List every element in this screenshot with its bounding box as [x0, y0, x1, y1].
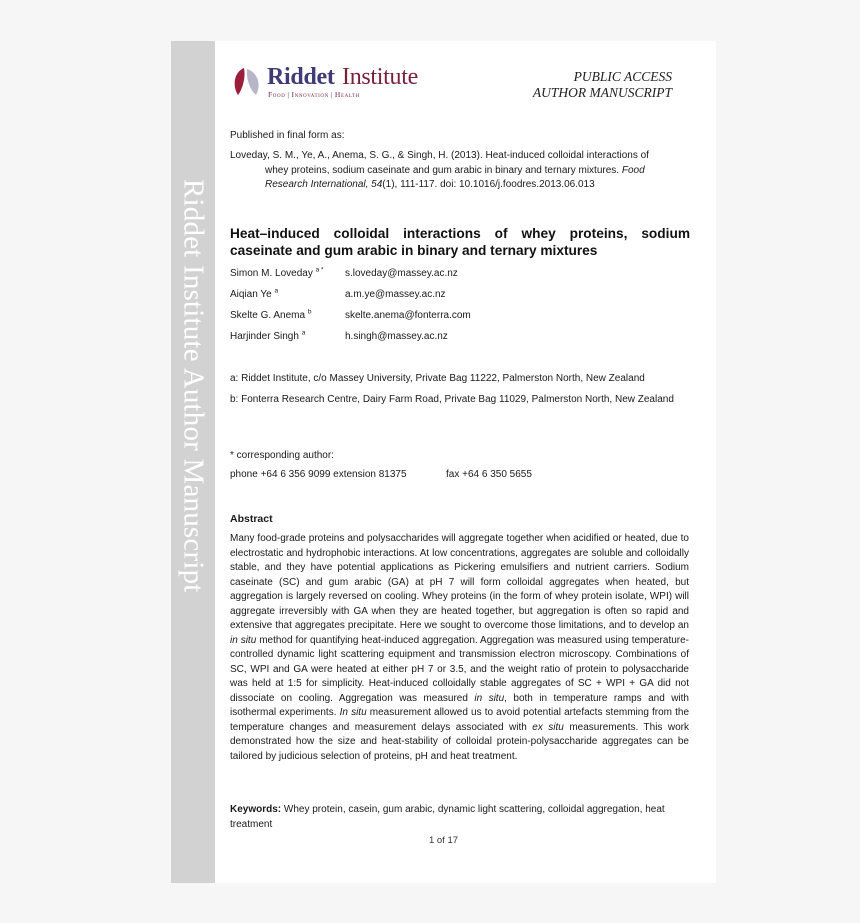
author-email[interactable]: s.loveday@massey.ac.nz	[345, 268, 458, 279]
citation-line-1: Loveday, S. M., Ye, A., Anema, S. G., & Singh, H. (2013). Heat-induced colloidal interactions of	[230, 150, 649, 161]
author-name	[230, 289, 278, 300]
manuscript-page	[171, 41, 716, 883]
citation-doi: (1), 111-117. doi: 10.1016/j.foodres.2013.06.013	[382, 179, 595, 190]
keywords-text: Whey protein, casein, gum arabic, dynamic light scattering, colloidal aggregation, heat treatment	[230, 804, 665, 830]
tagline-innovation: Innovation	[291, 90, 329, 99]
author-row	[230, 289, 690, 303]
tagline-separator: |	[330, 90, 333, 99]
contact-row	[230, 469, 532, 480]
logo-riddet-text: Riddet	[267, 64, 335, 90]
author-email[interactable]: a.m.ye@massey.ac.nz	[345, 289, 446, 300]
abstract-text: measurements. This work demonstrated how the size and heat-stability of colloidal protein-polysaccharide aggregates can be tailored by judicious selection of proteins, pH and heat treatment.	[230, 721, 690, 762]
citation	[230, 149, 688, 193]
author-email[interactable]: skelte.anema@fonterra.com	[345, 310, 471, 321]
abstract-italic: in situ	[474, 692, 505, 704]
corresponding-label: * corresponding author:	[230, 450, 334, 461]
tagline-food: Food	[268, 90, 286, 99]
author-affiliation-mark: a	[274, 287, 279, 295]
phone-number: phone +64 6 356 9099 extension 81375	[230, 469, 407, 480]
citation-line-2-text: whey proteins, sodium caseinate and gum arabic in binary and ternary mixtures.	[265, 164, 620, 176]
author-row	[230, 310, 690, 324]
abstract-text: method for quantifying heat-induced aggregation. Aggregation was measured using temperature-controlled dynamic light scattering equipment and transmission electron microscopy. Combinations of SC, WPI and GA were heated at either pH 7 or 3.5, and the weight ratio of protein to polysaccharide was held at 1:5 for simplicity. Heat-induced colloidally stable aggregates of SC + WPI + GA did not dissociate on cooling. Aggregation was measured	[230, 634, 690, 704]
affiliation-b: b: Fonterra Research Centre, Dairy Farm Road, Private Bag 11029, Palmerston North, New Zealand	[230, 394, 674, 405]
abstract-italic: in situ	[230, 634, 257, 646]
keywords	[230, 803, 689, 832]
sidebar-watermark: Riddet Institute Author Manuscript	[177, 179, 210, 593]
citation-journal: Research International, 54	[265, 179, 383, 190]
header-line-1: PUBLIC ACCESS	[573, 69, 672, 84]
citation-line-3	[230, 178, 688, 193]
seed-logo-icon	[230, 66, 264, 98]
sidebar-banner	[171, 41, 215, 883]
author-name-text: Aiqian Ye	[230, 289, 272, 300]
tagline-separator: |	[287, 90, 290, 99]
abstract-text: , both in temperature ramps and with isothermal experiments.	[230, 692, 689, 718]
header-line-2: AUTHOR MANUSCRIPT	[532, 85, 672, 100]
page-number: 1 of 17	[428, 835, 459, 846]
tagline-health: Health	[334, 90, 360, 99]
author-name-text: Harjinder Singh	[230, 331, 299, 342]
author-name	[230, 268, 324, 279]
public-access-header	[533, 69, 672, 101]
logo-institute-text: Institute	[342, 64, 418, 90]
paper-title: Heat–induced colloidal interactions of whey proteins, sodium caseinate and gum arabic in binary and ternary mixtures	[230, 226, 690, 258]
published-label: Published in final form as:	[230, 130, 345, 141]
logo-tagline	[268, 90, 360, 99]
citation-journal-start: Food	[621, 164, 645, 176]
abstract-italic: ex situ	[532, 721, 564, 733]
affiliation-a: a: Riddet Institute, c/o Massey University, Private Bag 11222, Palmerston North, New Zealand	[230, 373, 645, 384]
author-name-text: Skelte G. Anema	[230, 310, 306, 321]
riddet-logo	[230, 64, 430, 100]
author-affiliation-mark: a	[301, 329, 306, 337]
abstract-text: Many food-grade proteins and polysaccharides will aggregate together when acidified or heated, due to electrostatic and hydrophobic interactions. At low concentrations, aggregates are soluble and colloidally stable, and they have potential applications as Pickering emulsifiers and nutrient carriers. Sodium caseinate (SC) and gum arabic (GA) at pH 7 will form colloidal aggregates when heated, but aggregation is largely reversed on cooling. Whey proteins (in the form of whey protein isolate, WPI) will aggregate irreversibly with GA when they are heated together, but aggregation is often so rapid and extensive that aggregates precipitate. Here we sought to overcome those limitations, and to develop an	[230, 533, 689, 631]
author-row	[230, 331, 690, 345]
abstract-heading: Abstract	[230, 513, 273, 525]
author-name	[230, 310, 311, 321]
author-affiliation-mark: a *	[315, 266, 324, 274]
citation-line-2	[230, 164, 688, 179]
fax-number: fax +64 6 350 5655	[446, 469, 532, 480]
author-name-text: Simon M. Loveday	[230, 268, 313, 279]
author-name	[230, 331, 305, 342]
author-row	[230, 268, 690, 282]
abstract-text: measurement allowed us to avoid potential artefacts stemming from the temperature changes and measurement delays associated with	[230, 707, 690, 733]
author-affiliation-mark: b	[307, 308, 312, 316]
abstract-italic: In situ	[339, 707, 367, 718]
abstract-body	[230, 532, 689, 764]
keywords-label: Keywords:	[230, 804, 282, 815]
author-email[interactable]: h.singh@massey.ac.nz	[345, 331, 448, 342]
